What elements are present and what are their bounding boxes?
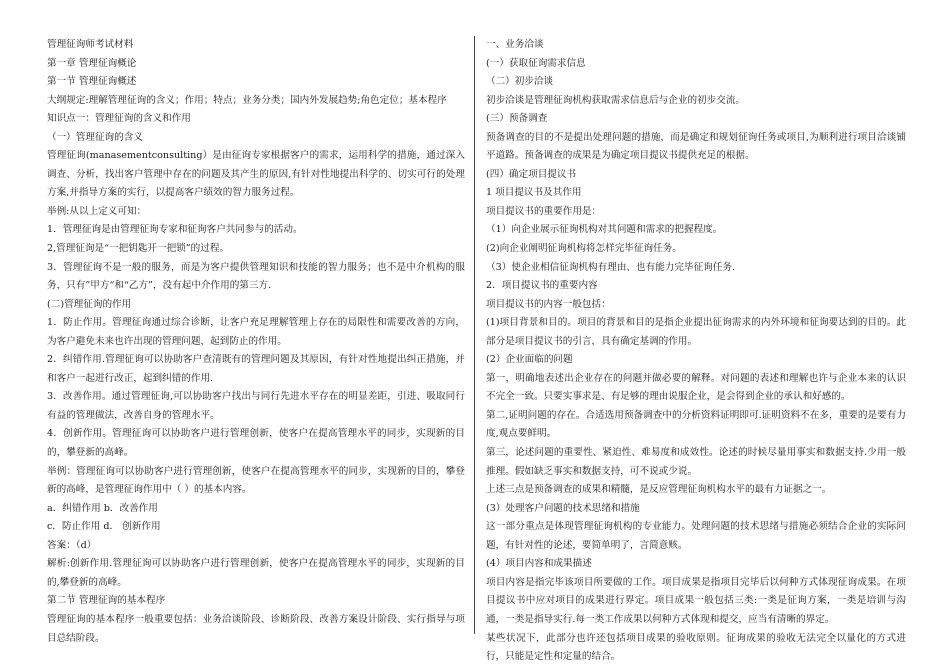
text-paragraph: 管理征询(manasementconsulting）是由征询专家根据客户的需求，运用科学的措施，通过深入调查、分析，找出客户管理中存在的问题及其产生的原因,有针对性地提出科学的、切实可行的处理方案,并指导方案的实行，以提高客户绩效的智力服务过程。 [47,150,465,199]
text-paragraph: (2)向企业阐明征询机构将怎样完毕征询任务。 [486,243,682,255]
text-paragraph: 项目内容是指完毕该项目所要做的工作。项目成果是指项目完毕后以何种方式体现征询成果。在项目提议书中应对项目的成果进行界定。项目成果一般包括三类:一类是征询方案，一类是培训与沟通，一类是指导实行.每一类工作成果以何种方式体现和提交，应当有清晰的界定。 [486,576,906,625]
text-paragraph: (二)管理征询的作用 [47,298,132,310]
text-paragraph: 第二节 管理征询的基本程序 [47,595,166,607]
text-paragraph: （1）向企业展示征询机构对其问题和需求的把握程度。 [486,224,723,236]
text-paragraph: 项目提议书的内容一般包括： [486,298,611,310]
text-paragraph: 2,管理征询是“一把钥匙开一把锁”的过程。 [47,243,230,255]
text-paragraph: 3．管理征询不是一般的服务，而是为客户提供管理知识和技能的智力服务；也不是中介机构的服务，只有”甲方“和“乙方”，没有起中介作用的第三方. [47,261,465,292]
text-paragraph: 第二,证明问题的存在。合适选用预备调查中的分析资料证明即可.证明资料不在多，重要的是要有力度,观点要鲜明。 [486,409,906,440]
left-column [47,36,465,648]
text-paragraph: 第一章 管理征询概论 [47,57,137,69]
text-paragraph: (一）获取征询需求信息 [486,57,586,69]
right-column [486,36,906,667]
text-paragraph: (三）预备调查 [486,113,548,125]
text-paragraph: 这一部分重点是体现管理征询机构的专业能力。处理问题的技术思绪与措施必须结合企业的实际问题，有针对性的论述，要简单明了，言简意赅。 [486,521,906,551]
text-paragraph: a．纠错作用 b．改善作用 [47,502,158,514]
column-divider [474,36,475,634]
text-paragraph: (四）确定项目提议书 [486,168,577,180]
text-paragraph: 1 项目提议书及其作用 [486,187,582,199]
text-paragraph: 1．防止作用。管理征询通过综合诊断，让客户充足理解管理上存在的局限性和需要改善的方向，为客户避免未来也许出现的管理问题，起到防止的作用。 [47,317,465,347]
text-paragraph: 解析:创新作用.管理征询可以协助客户进行管理创新，使客户在提高管理水平的同步，实现新的目的,攀登新的高峰。 [47,558,465,588]
text-paragraph: (1)项目背景和目的。项目的背景和目的是指企业提出征询需求的内外环境和征询要达到的目的。此部分是项目提议书的引言，具有确定基调的作用。 [486,317,906,347]
text-paragraph: 2．纠错作用.管理征询可以协助客户查清既有的管理问题及其原因，有针对性地提出纠正措施，并和客户一起进行改正，起到纠错的作用. [47,354,465,384]
text-paragraph: 4．创新作用。管理征询可以协助客户进行管理创新，使客户在提高管理水平的同步，实现新的目的，攀登新的高峰。 [47,428,465,459]
text-paragraph: 第一，明确地表述出企业存在的问题并做必要的解释。对问题的表述和理解也许与企业本来的认识不完全一致。只要实事求是、有足够的理由说服企业，是会得到企业的承认和好感的。 [486,372,906,403]
text-paragraph: 上述三点是预备调查的成果和精髓，是反应管理征询机构水平的最有力证据之一。 [486,484,832,496]
text-paragraph: c．防止作用 d． 创新作用 [47,521,161,533]
text-paragraph: 2．项目提议书的重要内容 [486,280,598,292]
text-paragraph: 预备调查的目的不是提出处理问题的措施，而是确定和规划征询任务或项目,为顺利进行项目洽谈铺平道路。预备调查的成果是为确定项目提议书提供充足的根据。 [486,131,906,162]
text-paragraph: (4）项目内容和成果描述 [486,558,592,570]
text-paragraph: （一）管理征询的含义 [47,131,143,143]
text-paragraph: 3．改善作用。通过管理征询,可以协助客户找出与同行先进水平存在的明显差距，引进、吸取同行有益的管理做法，改善自身的管理水平。 [47,391,465,421]
text-paragraph: (3）处理客户问题的技术思绪和措施 [486,502,640,514]
text-paragraph: 某些状况下，此部分也许还包括项目成果的验收原则。征询成果的验收无法完全以量化的方式进行，只能是定性和定量的结合。 [486,632,906,663]
text-paragraph: 答案：（d） [47,539,97,551]
text-paragraph: 1．管理征询是由管理征询专家和征询客户共同参与的活动。 [47,224,303,236]
text-paragraph: 知识点一：管理征询的含义和作用 [47,113,191,125]
text-paragraph: 举例:从以上定义可知： [47,205,147,217]
text-paragraph: （二）初步洽谈 [486,76,554,88]
text-paragraph: 举例：管理征询可以协助客户进行管理创新，使客户在提高管理水平的同步，实现新的目的，攀登新的高峰，是管理征询作用中（ ）的基本内容。 [47,465,465,496]
text-paragraph: (2）企业面临的问题 [486,354,573,366]
text-paragraph: 管理征询师考试材料 [47,39,134,50]
text-paragraph: （3）使企业相信征询机构有理由、也有能力完毕征询任务. [486,261,735,273]
text-paragraph: 项目提议书的重要作用是： [486,205,602,217]
text-paragraph: 第三，论述问题的重要性、紧迫性、难易度和成效性。论述的时候尽量用事实和数据支持.少用一般推理。假如缺乏事实和数据支持，可不说或少说。 [486,447,906,477]
text-paragraph: 大纲规定:理解管理征询的含义；作用；特点；业务分类；国内外发展趋势;角色定位；基本程序 [47,94,447,106]
text-paragraph: 初步洽谈是管理征询机构获取需求信息后与企业的初步交流。 [486,94,746,106]
text-paragraph: 管理征询的基本程序一般重要包括：业务洽谈阶段、诊断阶段、改善方案设计阶段、实行指导与项目总结阶段。 [47,613,465,644]
text-paragraph: 一、业务洽谈 [486,39,544,50]
text-paragraph: 第一节 管理征询概述 [47,76,137,88]
